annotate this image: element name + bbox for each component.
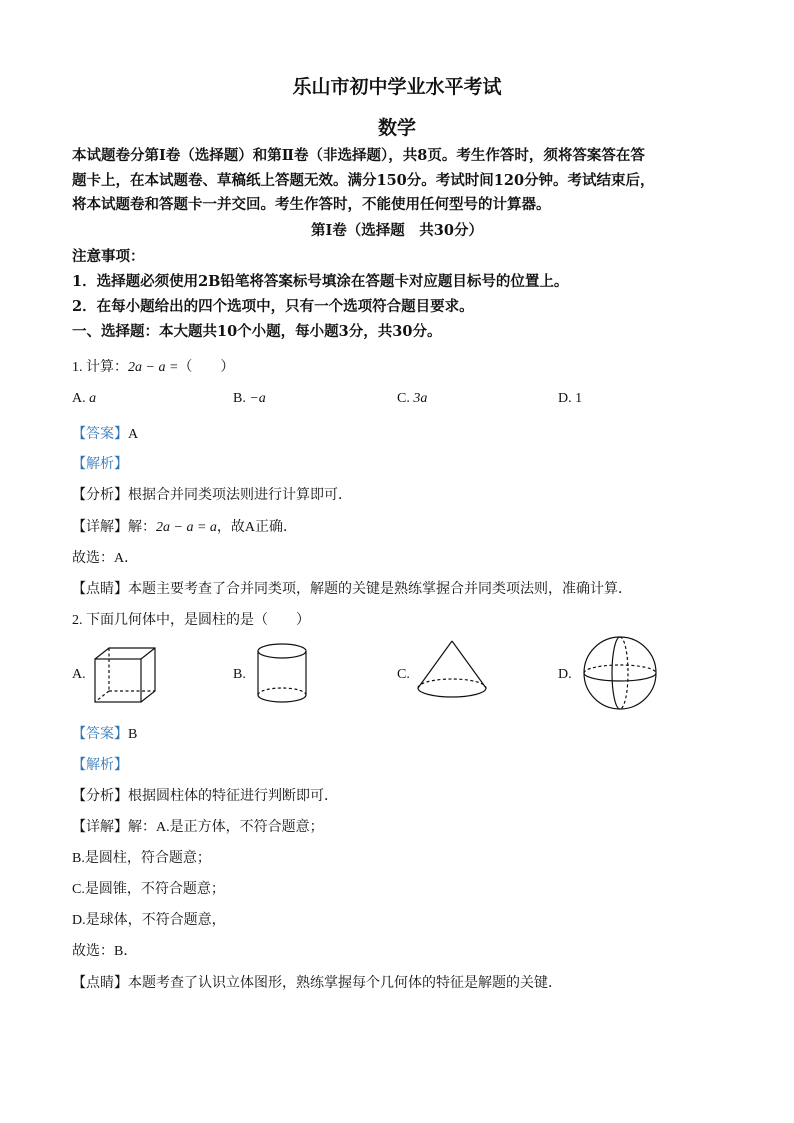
sphere-icon [580,636,660,710]
q1-fenxi: 【分析】根据合并同类项法则进行计算即可． [72,488,352,503]
q1-comment: 【点睛】本题主要考查了合并同类项，解题的关键是熟练掌握合并同类项法则，准确计算． [72,582,632,597]
cone-icon [414,638,490,704]
intro-paragraph [72,144,732,218]
q1-answer: 【答案】A [72,427,139,442]
q2-option-a-label: A. [72,667,86,682]
q2-detail-line: C.是圆锥，不符合题意； [72,882,225,897]
q2-option-c-label: C. [397,667,410,682]
intro-line: 题卡上，在本试题卷、草稿纸上答题无效。满分150分。考试时间120分钟。考试结束后， [72,171,655,189]
notice-item: 1．选择题必须使用2B铅笔将答案标号填涂在答题卡对应题目标号的位置上。 [72,273,569,290]
q2-option-b-label: B. [233,667,246,682]
q1-stem [72,356,234,376]
q1-stem-prefix: 1. 计算： [72,360,128,375]
q2-detail: 【详解】解：A.是正方体，不符合题意； [72,820,324,835]
answer-tag: 【答案】 [72,427,128,442]
intro-line: 将本试题卷和答题卡一并交回。考生作答时，不能使用任何型号的计算器。 [72,196,551,213]
q2-conclusion: 故选：B． [72,944,138,959]
q2-answer: 【答案】B [72,727,138,742]
cube-icon [92,645,160,705]
q2-detail-line: B.是圆柱，符合题意； [72,851,211,866]
q1-conclusion: 故选：A． [72,551,139,566]
notice-title: 注意事项： [72,248,145,265]
q1-option-c: C. 3a [397,391,428,406]
part-title: 一、选择题：本大题共10个小题，每小题3分，共30分。 [72,323,442,340]
q2-option-d-label: D. [558,667,572,682]
q2-comment: 【点睛】本题考查了认识立体图形，熟练掌握每个几何体的特征是解题的关键． [72,976,562,991]
q1-option-b: B. −a [233,391,266,406]
q2-fenxi: 【分析】根据圆柱体的特征进行判断即可． [72,789,338,804]
q1-stem-suffix: （ ） [178,360,235,375]
q1-detail-expression: 2a − a = a [156,520,217,535]
cylinder-icon [254,641,310,707]
q2-stem: 2. 下面几何体中，是圆柱的是（ ） [72,613,310,628]
q1-option-a: A. a [72,391,97,406]
exam-title: 乐山市初中学业水平考试 [292,76,502,98]
section-heading: 第Ⅰ卷（选择题 共30分） [311,222,483,239]
notice-item: 2．在每小题给出的四个选项中，只有一个选项符合题目要求。 [72,298,474,315]
q2-analysis-tag: 【解析】 [72,758,128,773]
q2-detail-line: D.是球体，不符合题意， [72,913,226,928]
q1-option-d: D. 1 [558,391,583,406]
intro-line: 本试题卷分第Ⅰ卷（选择题）和第Ⅱ卷（非选择题），共8页。考生作答时，须将答案答在答 [72,147,645,164]
subject-title: 数学 [377,117,416,139]
answer-tag: 【答案】 [72,727,128,742]
q1-expression: 2a − a = [128,360,179,375]
q1-detail: 【详解】解：2a − a = a，故A正确． [72,520,298,535]
q1-analysis-tag: 【解析】 [72,457,128,472]
